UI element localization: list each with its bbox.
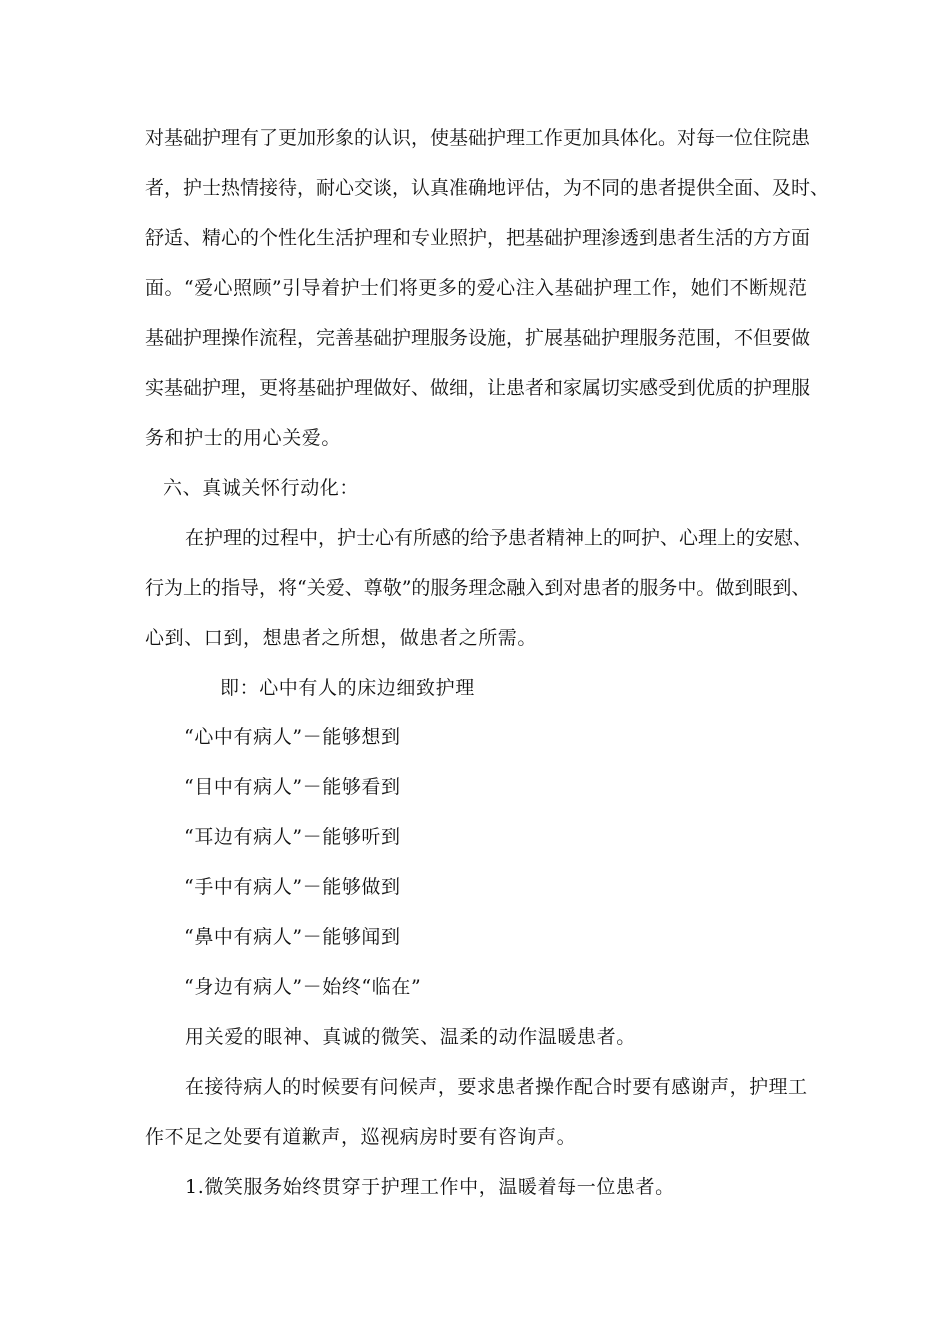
paragraph-1-line-4: 面。“爱心照顾”引导着护士们将更多的爱心注入基础护理工作，她们不断规范: [145, 277, 807, 299]
paragraph-1-line-1: 对基础护理有了更加形象的认识，使基础护理工作更加具体化。对每一位住院患: [145, 127, 811, 149]
paragraph-1-line-7: 务和护士的用心关爱。: [145, 427, 342, 449]
section-heading: 六、真诚关怀行动化：: [163, 477, 360, 499]
paragraph-1-line-2: 者，护士热情接待，耐心交谈，认真准确地评估，为不同的患者提供全面、及时、: [145, 177, 830, 199]
maxim-3: “耳边有病人”－能够听到: [184, 826, 401, 848]
maxim-5: “鼻中有病人”－能够闻到: [184, 926, 401, 948]
paragraph-4-line-2: 作不足之处要有道歉声，巡视病房时要有咨询声。: [145, 1126, 577, 1148]
maxim-6: “身边有病人”－始终“临在”: [184, 976, 422, 998]
intro-line: 即：心中有人的床边细致护理: [220, 677, 475, 699]
paragraph-2-line-2: 行为上的指导，将“关爱、尊敬”的服务理念融入到对患者的服务中。做到眼到、: [145, 577, 811, 599]
maxim-4: “手中有病人”－能够做到: [184, 876, 401, 898]
paragraph-2-line-3: 心到、口到，想患者之所想，做患者之所需。: [145, 627, 538, 649]
paragraph-3: 用关爱的眼神、真诚的微笑、温柔的动作温暖患者。: [185, 1026, 636, 1048]
paragraph-1-line-3: 舒适、精心的个性化生活护理和专业照护，把基础护理渗透到患者生活的方方面: [145, 227, 811, 249]
maxim-2: “目中有病人”－能够看到: [184, 776, 401, 798]
paragraph-1-line-5: 基础护理操作流程，完善基础护理服务设施，扩展基础护理服务范围，不但要做: [145, 327, 811, 349]
paragraph-4-line-1: 在接待病人的时候要有问候声，要求患者操作配合时要有感谢声，护理工: [185, 1076, 807, 1098]
paragraph-2-line-1: 在护理的过程中，护士心有所感的给予患者精神上的呵护、心理上的安慰、: [185, 527, 813, 549]
maxim-1: “心中有病人”－能够想到: [184, 726, 401, 748]
paragraph-1-line-6: 实基础护理，更将基础护理做好、做细，让患者和家属切实感受到优质的护理服: [145, 377, 811, 399]
list-item-1: 1.微笑服务始终贯穿于护理工作中，温暖着每一位患者。: [185, 1176, 675, 1198]
